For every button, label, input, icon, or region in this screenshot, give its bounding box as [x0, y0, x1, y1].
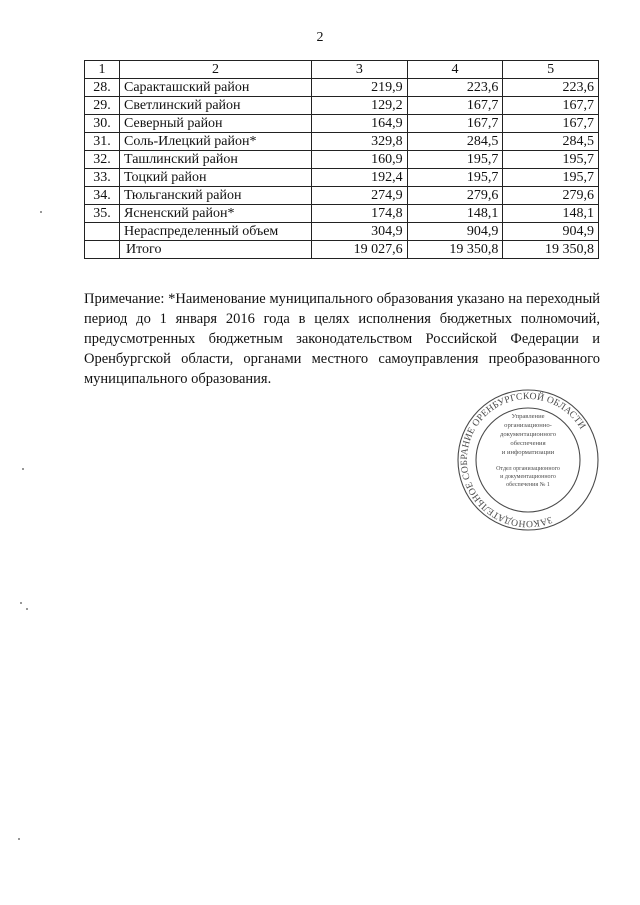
- table-row: [85, 133, 599, 151]
- value-col3: 174,8: [312, 205, 408, 223]
- header-cell: 3: [312, 61, 408, 79]
- value-col5: 195,7: [503, 169, 599, 187]
- row-number: 31.: [85, 133, 120, 151]
- budget-table: [84, 60, 599, 259]
- seal-line: и документационного: [500, 474, 556, 480]
- district-name: Соль-Илецкий район*: [120, 133, 312, 151]
- seal-outer-text: ЗАКОНОДАТЕЛЬНОЕ СОБРАНИЕ ОРЕНБУРГСКОЙ ОБЛАСТИ: [458, 390, 588, 530]
- header-cell: 5: [503, 61, 599, 79]
- district-name: Тоцкий район: [120, 169, 312, 187]
- table-row: [85, 187, 599, 205]
- table-row: [85, 151, 599, 169]
- value-col4: 195,7: [407, 151, 503, 169]
- row-number: 34.: [85, 187, 120, 205]
- value-col5: 195,7: [503, 151, 599, 169]
- value-col5: 279,6: [503, 187, 599, 205]
- row-number: [85, 241, 120, 259]
- table-row: [85, 223, 599, 241]
- total-label: Итого: [120, 241, 312, 259]
- district-name: Тюльганский район: [120, 187, 312, 205]
- table-row: [85, 79, 599, 97]
- value-col5: 223,6: [503, 79, 599, 97]
- seal-line: Отдел организационного: [496, 466, 560, 472]
- table-total-row: [85, 241, 599, 259]
- district-name: Саракташский район: [120, 79, 312, 97]
- row-number: 29.: [85, 97, 120, 115]
- row-number: 35.: [85, 205, 120, 223]
- table-row: [85, 169, 599, 187]
- footnote: Примечание: *Наименование муниципального образования указано на переходный период до 1 января 2016 года в целях исполнения бюджетных полномочий, предусмотренных бюджетным законодательством Российской Федерации и Оренбургской области, органами местного самоуправления преобразованного муниципального образования.: [84, 290, 600, 387]
- row-number: 33.: [85, 169, 120, 187]
- seal-text: [456, 388, 600, 532]
- value-col4: 195,7: [407, 169, 503, 187]
- table-row: [85, 205, 599, 223]
- row-number: 30.: [85, 115, 120, 133]
- scan-artifact: [26, 608, 28, 610]
- total-col4: 19 350,8: [407, 241, 503, 259]
- page-number: 2: [316, 30, 324, 45]
- seal-line: документационного: [499, 431, 557, 438]
- header-cell: 2: [120, 61, 312, 79]
- value-col3: 164,9: [312, 115, 408, 133]
- value-col5: 904,9: [503, 223, 599, 241]
- row-number: 32.: [85, 151, 120, 169]
- row-number: [85, 223, 120, 241]
- scan-artifact: [22, 468, 24, 470]
- svg-text:ЗАКОНОДАТЕЛЬНОЕ СОБРАНИЕ ОРЕНБ: [456, 388, 600, 532]
- table-header-row: [85, 61, 599, 79]
- value-col3: 274,9: [312, 187, 408, 205]
- seal-line: и информатизации: [501, 449, 555, 456]
- total-col3: 19 027,6: [312, 241, 408, 259]
- official-seal: [456, 388, 600, 532]
- value-col4: 167,7: [407, 97, 503, 115]
- district-name: Ташлинский район: [120, 151, 312, 169]
- value-col4: 279,6: [407, 187, 503, 205]
- seal-line: обеспечения № 1: [506, 482, 550, 488]
- value-col3: 304,9: [312, 223, 408, 241]
- row-number: 28.: [85, 79, 120, 97]
- value-col4: 167,7: [407, 115, 503, 133]
- value-col3: 219,9: [312, 79, 408, 97]
- value-col5: 167,7: [503, 115, 599, 133]
- header-cell: 1: [85, 61, 120, 79]
- header-cell: 4: [407, 61, 503, 79]
- value-col3: 160,9: [312, 151, 408, 169]
- value-col5: 284,5: [503, 133, 599, 151]
- scan-artifact: [18, 838, 20, 840]
- value-col4: 904,9: [407, 223, 503, 241]
- scan-artifact: [40, 211, 42, 213]
- value-col3: 129,2: [312, 97, 408, 115]
- table-row: [85, 97, 599, 115]
- table-row: [85, 115, 599, 133]
- value-col4: 284,5: [407, 133, 503, 151]
- value-col3: 192,4: [312, 169, 408, 187]
- value-col3: 329,8: [312, 133, 408, 151]
- total-col5: 19 350,8: [503, 241, 599, 259]
- district-name: Северный район: [120, 115, 312, 133]
- value-col5: 148,1: [503, 205, 599, 223]
- seal-line: Управление: [511, 413, 545, 420]
- seal-line: организационно-: [504, 422, 552, 429]
- seal-line: обеспечения: [510, 440, 546, 447]
- scan-artifact: [20, 602, 22, 604]
- seal-rings: [458, 390, 598, 530]
- value-col5: 167,7: [503, 97, 599, 115]
- value-col4: 223,6: [407, 79, 503, 97]
- district-name: Светлинский район: [120, 97, 312, 115]
- district-name: Нераспределенный объем: [120, 223, 312, 241]
- value-col4: 148,1: [407, 205, 503, 223]
- district-name: Ясненский район*: [120, 205, 312, 223]
